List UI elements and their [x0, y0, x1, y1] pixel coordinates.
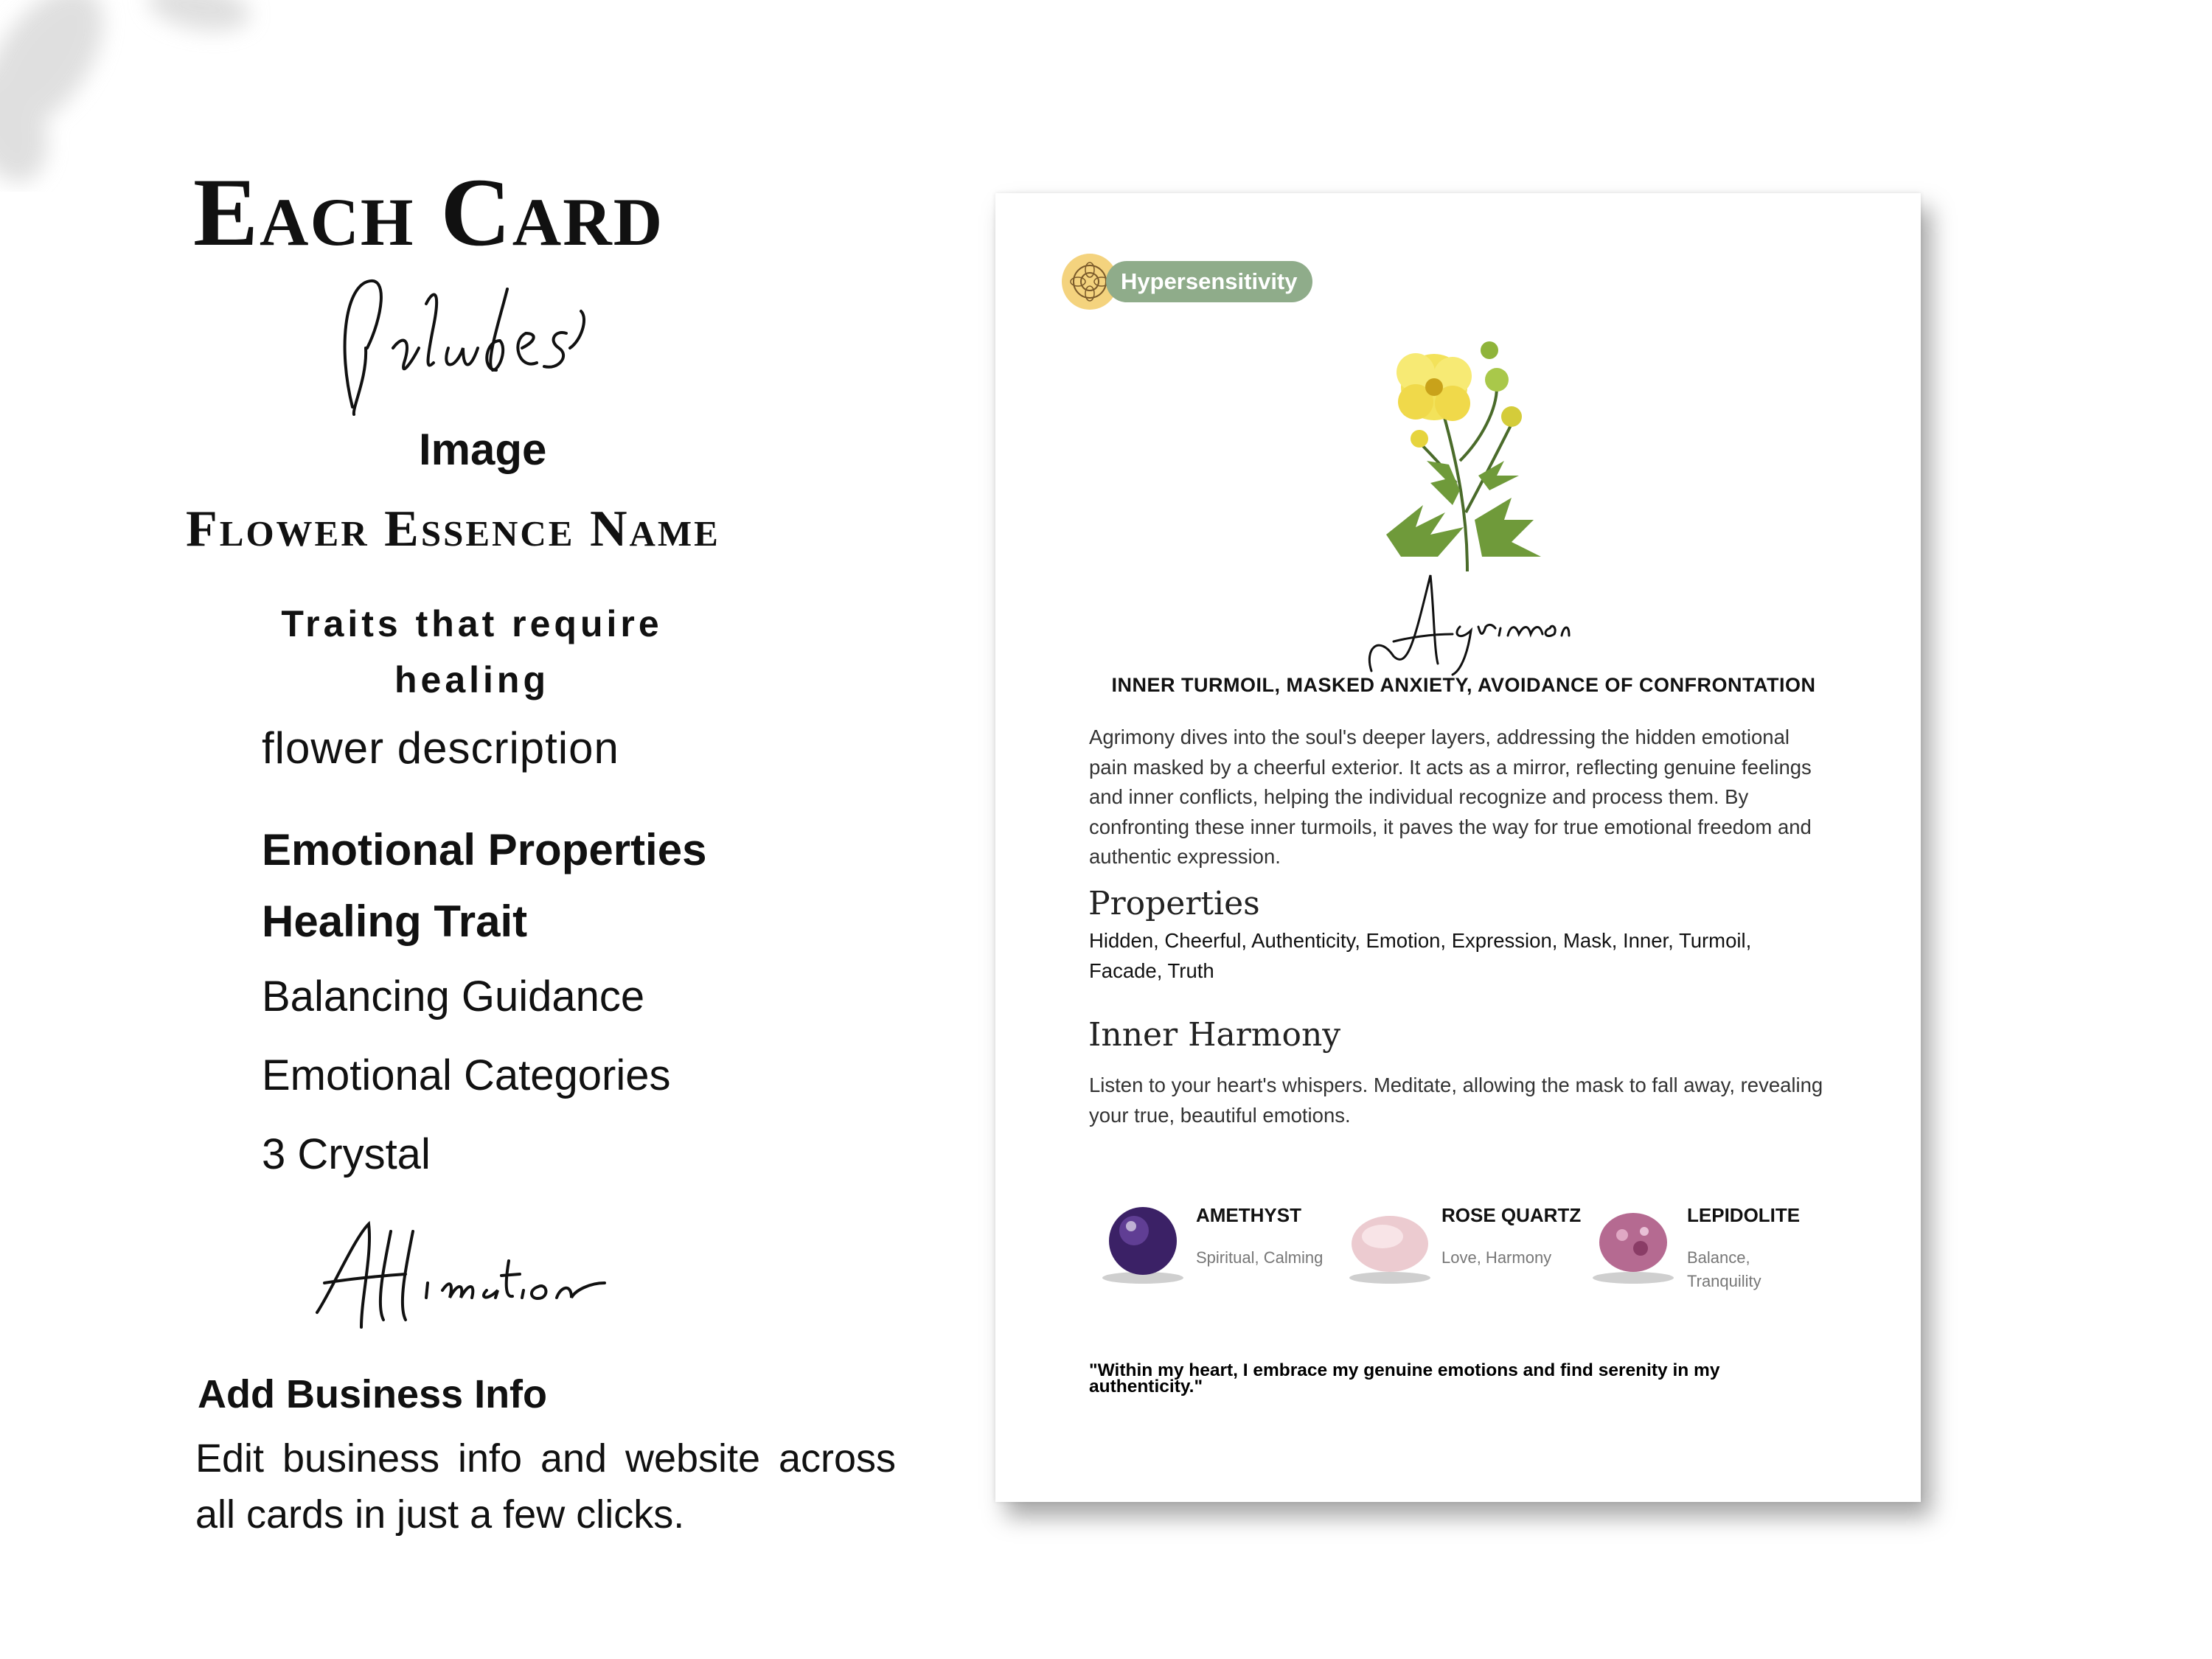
- page-title: Each Card: [193, 158, 664, 266]
- item-image: Image: [419, 425, 547, 474]
- inner-harmony-heading: Inner Harmony: [1088, 1016, 1341, 1054]
- item-healing-trait: Healing Trait: [262, 897, 528, 946]
- item-emotional-properties: Emotional Properties: [262, 825, 707, 874]
- item-emotional-categories: Emotional Categories: [262, 1051, 671, 1099]
- rose-quartz-stone-icon: [1346, 1198, 1434, 1287]
- crystal-name: LEPIDOLITE: [1687, 1204, 1801, 1226]
- crystal-traits: Balance, Tranquility: [1687, 1248, 1761, 1290]
- crystal-traits: Spiritual, Calming: [1196, 1248, 1324, 1267]
- affirmation-script-title: [302, 1209, 619, 1342]
- crystal-traits: Love, Harmony: [1441, 1248, 1552, 1267]
- lepidolite-stone-icon: [1589, 1198, 1677, 1287]
- category-pill: Hypersensitivity: [1106, 261, 1312, 302]
- includes-script-title: [323, 260, 618, 429]
- affirmation-text: "Within my heart, I embrace my genuine emotions and find serenity in my authenticity.": [1089, 1360, 1720, 1397]
- inner-harmony-text: Listen to your heart's whispers. Meditate, allowing the mask to fall away, revealing your true, beautiful emotions.: [1089, 1074, 1823, 1127]
- flower-name-script: [1349, 546, 1571, 678]
- properties-heading: Properties: [1088, 885, 1260, 922]
- card-traits: INNER TURMOIL, MASKED ANXIETY, AVOIDANCE OF CONFRONTATION: [1111, 674, 1816, 696]
- business-info-text: Edit business info and website across all cards in just a few clicks.: [195, 1436, 896, 1537]
- crystal-name: ROSE QUARTZ: [1441, 1204, 1582, 1226]
- flower-illustration: [1357, 335, 1578, 579]
- item-traits: Traits that require healing: [281, 603, 663, 700]
- properties-text: Hidden, Cheerful, Authenticity, Emotion, Expression, Mask, Inner, Turmoil, Facade, Truth: [1089, 929, 1752, 982]
- item-flower-name: Flower Essence Name: [186, 501, 720, 557]
- item-balancing-guidance: Balancing Guidance: [262, 973, 645, 1020]
- item-crystal: 3 Crystal: [262, 1130, 431, 1178]
- card-description: Agrimony dives into the soul's deeper layers, addressing the hidden emotional pain masked by a cheerful exterior. It acts as a mirror, reflecting genuine feelings and inner conflicts, helping the individual recognize and process them. By confronting these inner turmoils, it paves the way for true emotional freedom and authentic expression.: [1089, 726, 1812, 868]
- amethyst-stone-icon: [1099, 1198, 1187, 1287]
- business-info-title: Add Business Info: [198, 1372, 548, 1416]
- item-description: flower description: [262, 723, 619, 773]
- crystal-name: AMETHYST: [1196, 1204, 1301, 1226]
